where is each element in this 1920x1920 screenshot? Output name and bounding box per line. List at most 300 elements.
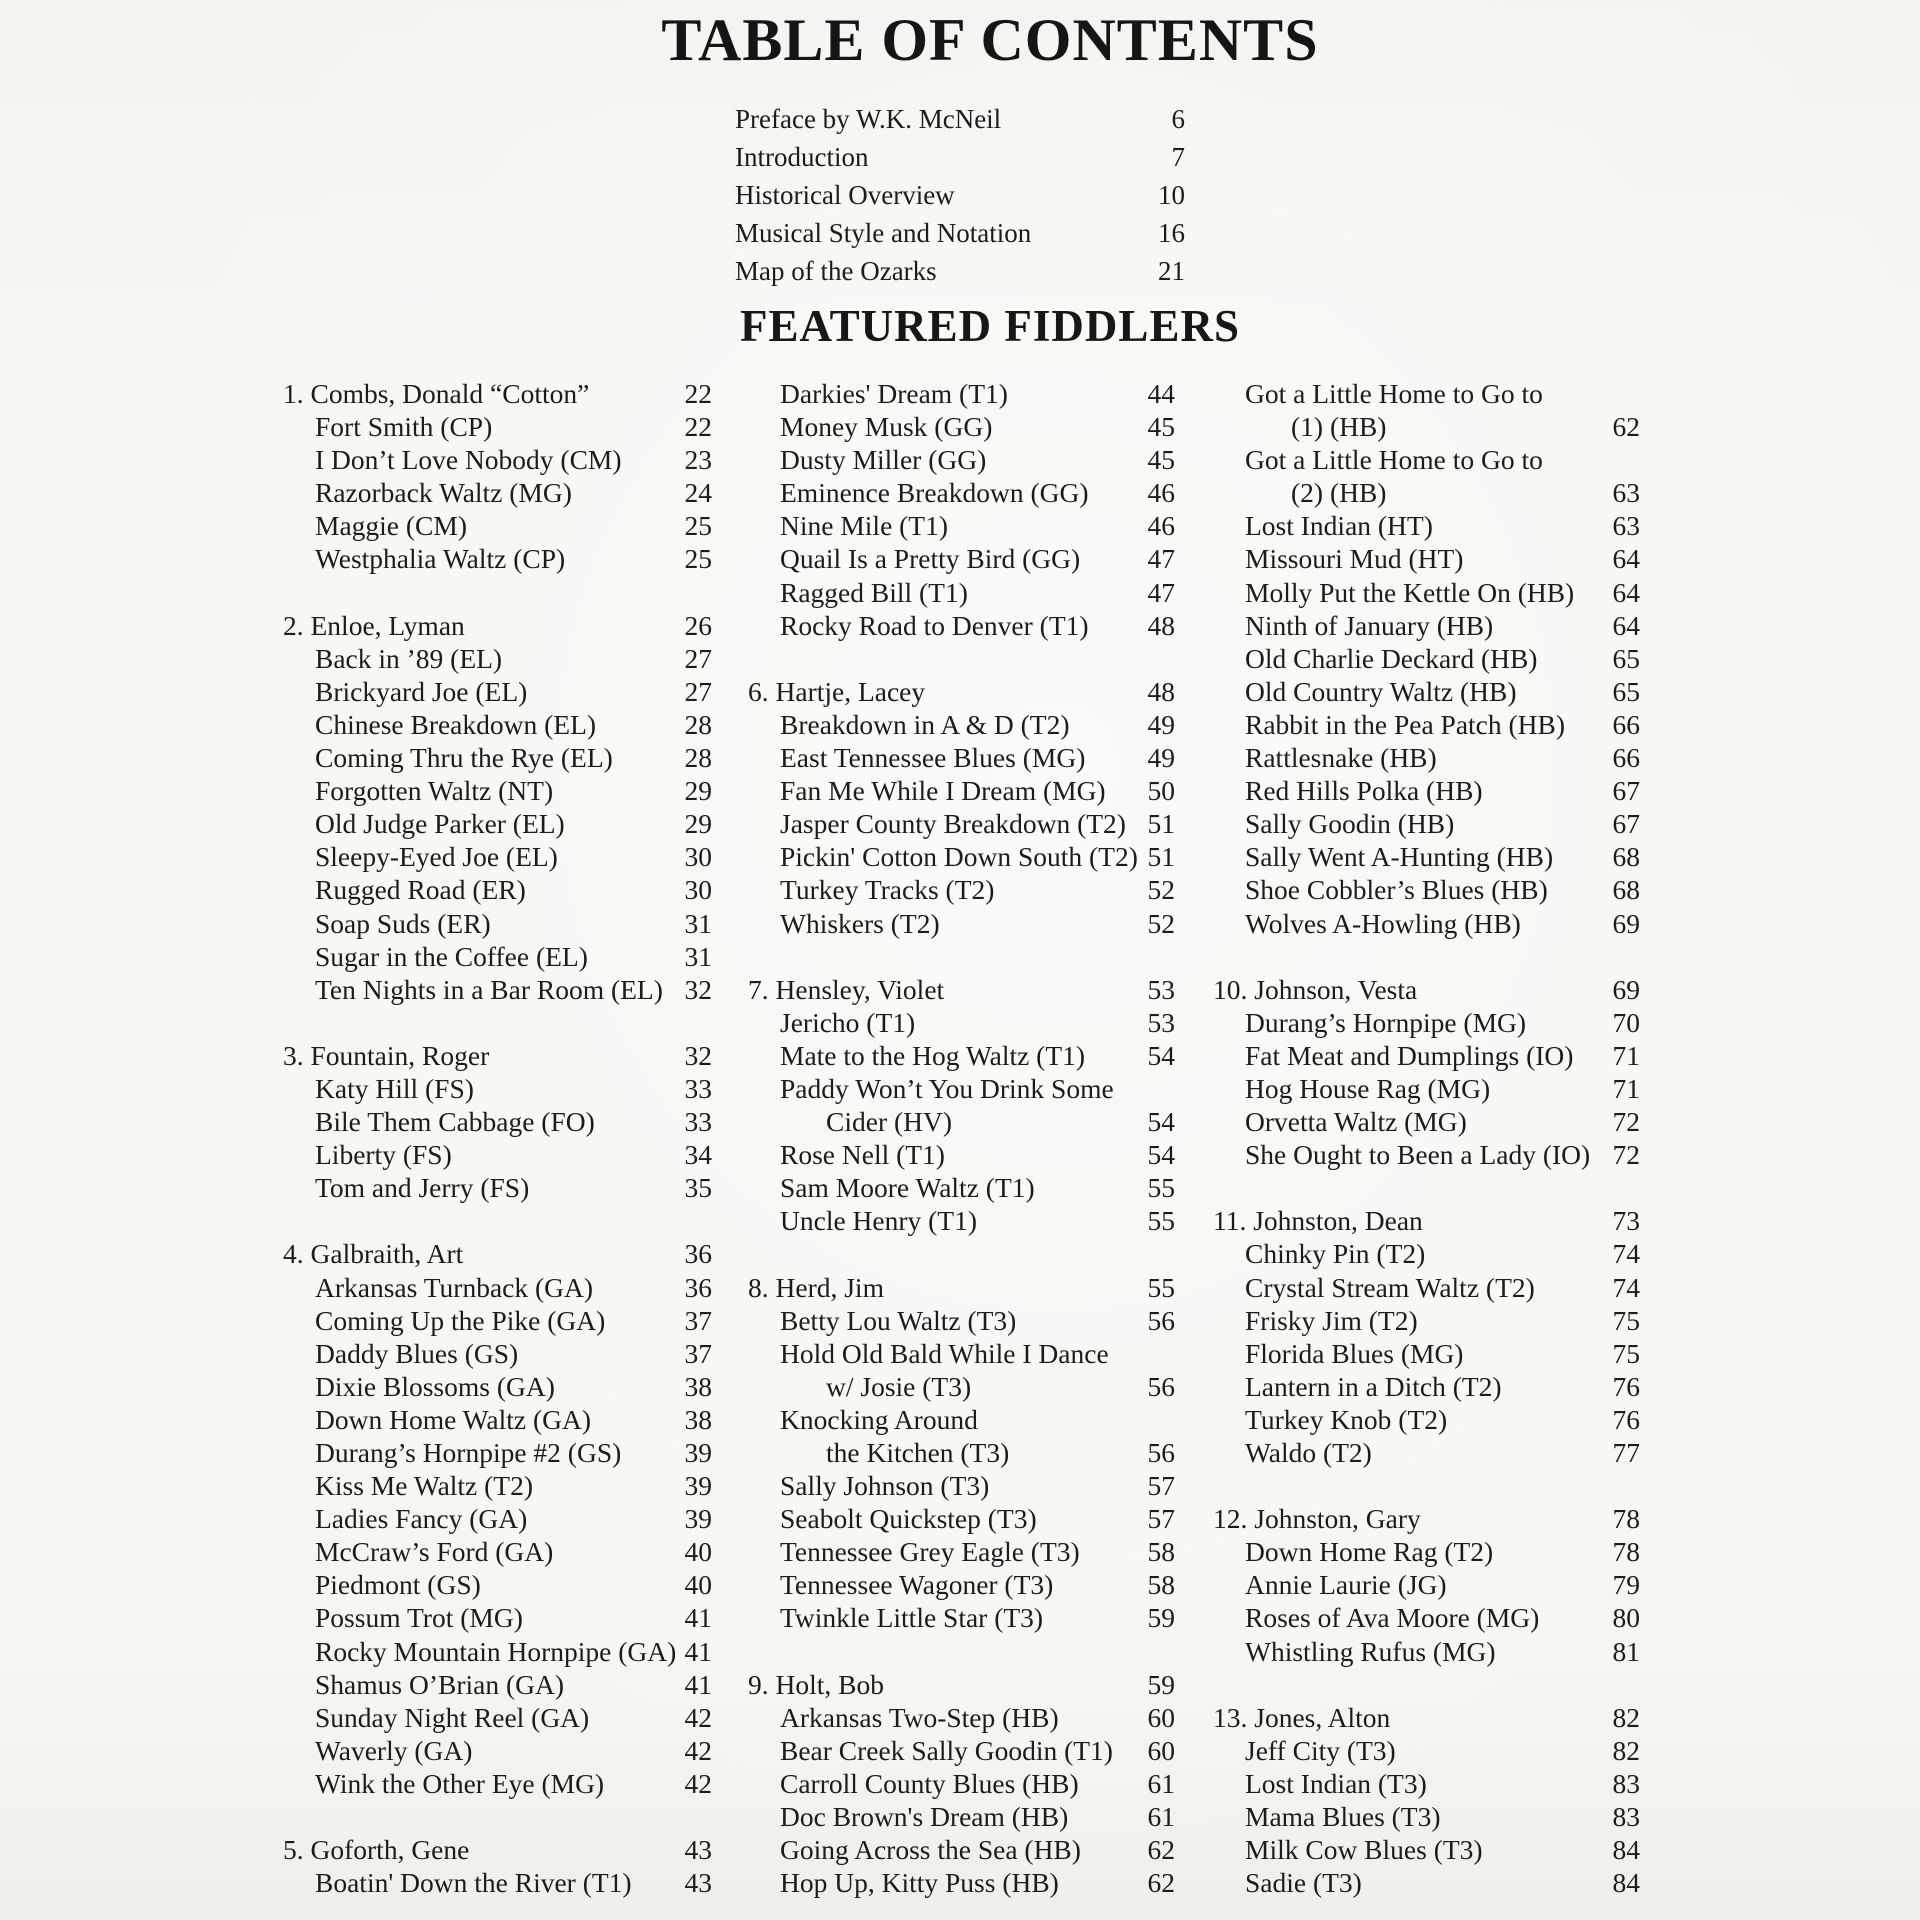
front-matter-list <box>735 100 1185 290</box>
fiddler-header-row <box>283 1039 712 1072</box>
tune-row <box>748 1006 1175 1039</box>
entry-page-number: 56 <box>1147 1370 1175 1402</box>
entry-page-number: 55 <box>1147 1172 1175 1204</box>
entry-title: Seabolt Quickstep (T3) <box>780 1503 1037 1535</box>
entry-title: Maggie (CM) <box>315 510 467 542</box>
tune-row <box>1213 1403 1640 1436</box>
entry-title: 2. Enloe, Lyman <box>283 609 465 641</box>
entry-title: Pickin' Cotton Down South (T2) <box>780 841 1138 873</box>
entry-title: Hold Old Bald While I Dance <box>780 1337 1109 1369</box>
entry-page-number: 62 <box>1147 1867 1175 1899</box>
entry-page-number: 41 <box>684 1635 712 1667</box>
entry-title: Ten Nights in a Bar Room (EL) <box>315 973 663 1005</box>
tune-continuation-row <box>1213 476 1640 509</box>
entry-page-number: 61 <box>1147 1801 1175 1833</box>
tune-row <box>748 542 1175 575</box>
tune-row <box>1213 576 1640 609</box>
tune-row <box>283 1767 712 1800</box>
entry-title: Going Across the Sea (HB) <box>780 1834 1081 1866</box>
tune-row <box>283 1271 712 1304</box>
entry-page-number: 62 <box>1147 1834 1175 1866</box>
entry-title: Milk Cow Blues (T3) <box>1245 1834 1483 1866</box>
tune-row <box>1213 1866 1640 1899</box>
entry-page-number: 73 <box>1612 1205 1640 1237</box>
entry-page-number: 36 <box>684 1238 712 1270</box>
entry-page-number: 27 <box>684 675 712 707</box>
entry-page-number: 40 <box>684 1569 712 1601</box>
entry-page-number: 54 <box>1147 1139 1175 1171</box>
entry-title: Durang’s Hornpipe (MG) <box>1245 1006 1527 1038</box>
entry-page-number: 7 <box>1171 142 1185 172</box>
entry-page-number: 52 <box>1147 907 1175 939</box>
entry-page-number: 61 <box>1147 1767 1175 1799</box>
entry-page-number: 55 <box>1147 1271 1175 1303</box>
fiddler-header-row <box>748 1668 1175 1701</box>
tune-row <box>748 377 1175 410</box>
entry-title: Fat Meat and Dumplings (IO) <box>1245 1039 1574 1071</box>
entry-title: Introduction <box>735 142 869 172</box>
tune-row <box>1213 1436 1640 1469</box>
entry-page-number: 45 <box>1147 444 1175 476</box>
entry-title: Red Hills Polka (HB) <box>1245 775 1483 807</box>
tune-row <box>283 410 712 443</box>
entry-title: Bear Creek Sally Goodin (T1) <box>780 1734 1113 1766</box>
tune-row <box>283 1535 712 1568</box>
entry-page-number: 82 <box>1612 1734 1640 1766</box>
tune-row <box>1213 807 1640 840</box>
front-matter-row <box>735 252 1185 290</box>
entry-page-number: 57 <box>1147 1503 1175 1535</box>
tune-row <box>748 1171 1175 1204</box>
tune-row <box>748 443 1175 476</box>
entry-title: Doc Brown's Dream (HB) <box>780 1801 1069 1833</box>
entry-page-number: 81 <box>1612 1635 1640 1667</box>
tune-row <box>1213 609 1640 642</box>
entry-title: Sam Moore Waltz (T1) <box>780 1172 1035 1204</box>
entry-page-number: 83 <box>1612 1801 1640 1833</box>
tune-row <box>283 476 712 509</box>
entry-page-number: 43 <box>684 1834 712 1866</box>
entry-title: Sally Goodin (HB) <box>1245 808 1455 840</box>
tune-row <box>748 476 1175 509</box>
entry-title: 1. Combs, Donald “Cotton” <box>283 378 590 409</box>
tune-row <box>283 1105 712 1138</box>
entry-title: Nine Mile (T1) <box>780 510 949 542</box>
tune-row <box>1213 1535 1640 1568</box>
front-matter-row <box>735 138 1185 176</box>
tune-row <box>748 1800 1175 1833</box>
entry-page-number: 44 <box>1147 378 1175 409</box>
entry-title: the Kitchen (T3) <box>826 1437 1010 1468</box>
entry-page-number: 58 <box>1147 1569 1175 1601</box>
entry-title: Arkansas Turnback (GA) <box>315 1271 594 1303</box>
entry-page-number: 42 <box>684 1767 712 1799</box>
spacer-row <box>1213 1171 1640 1204</box>
entry-page-number: 51 <box>1147 808 1175 840</box>
entry-page-number: 48 <box>1147 609 1175 641</box>
entry-title: Turkey Knob (T2) <box>1245 1403 1448 1435</box>
entry-title: Old Country Waltz (HB) <box>1245 675 1517 707</box>
entry-title: Coming Thru the Rye (EL) <box>315 742 613 774</box>
entry-title: Uncle Henry (T1) <box>780 1205 977 1237</box>
tune-row <box>748 807 1175 840</box>
entry-title: Ladies Fancy (GA) <box>315 1503 528 1535</box>
entry-title: Rabbit in the Pea Patch (HB) <box>1245 708 1566 740</box>
tune-row <box>283 907 712 940</box>
tune-row <box>748 1601 1175 1634</box>
tune-row <box>283 509 712 542</box>
entry-page-number: 59 <box>1147 1668 1175 1700</box>
entry-title: 11. Johnston, Dean <box>1213 1205 1423 1237</box>
tune-row <box>1213 1304 1640 1337</box>
entry-page-number: 84 <box>1612 1834 1640 1866</box>
entry-page-number: 46 <box>1147 477 1175 509</box>
entry-page-number: 37 <box>684 1337 712 1369</box>
tune-row <box>283 542 712 575</box>
entry-title: She Ought to Been a Lady (IO) <box>1245 1139 1591 1171</box>
entry-page-number: 28 <box>684 742 712 774</box>
tune-row <box>283 1601 712 1634</box>
tune-row <box>1213 1370 1640 1403</box>
spacer-row <box>1213 1668 1640 1701</box>
entry-page-number: 84 <box>1612 1867 1640 1899</box>
entry-title: Tennessee Grey Eagle (T3) <box>780 1536 1080 1568</box>
entry-page-number: 79 <box>1612 1569 1640 1601</box>
fiddler-header-row <box>283 1833 712 1866</box>
entry-title: Piedmont (GS) <box>315 1569 481 1601</box>
entry-title: w/ Josie (T3) <box>826 1370 972 1402</box>
tune-row <box>283 1568 712 1601</box>
entry-title: Jasper County Breakdown (T2) <box>780 808 1126 840</box>
tune-row <box>283 708 712 741</box>
entry-title: Florida Blues (MG) <box>1245 1337 1464 1369</box>
entry-title: Chinese Breakdown (EL) <box>315 708 597 740</box>
entry-title: (2) (HB) <box>1291 477 1387 509</box>
entry-title: 10. Johnson, Vesta <box>1213 973 1418 1005</box>
entry-page-number: 56 <box>1147 1437 1175 1468</box>
entry-page-number: 78 <box>1612 1503 1640 1535</box>
fiddler-header-row <box>1213 973 1640 1006</box>
entry-page-number: 72 <box>1612 1106 1640 1138</box>
entry-page-number: 40 <box>684 1536 712 1568</box>
tune-row <box>1213 1635 1640 1668</box>
entry-title: Jericho (T1) <box>780 1006 916 1038</box>
entry-title: Fan Me While I Dream (MG) <box>780 775 1106 807</box>
entry-page-number: 64 <box>1612 576 1640 608</box>
fiddler-header-row <box>748 675 1175 708</box>
tune-row <box>748 708 1175 741</box>
tune-row <box>748 741 1175 774</box>
fiddler-header-row <box>283 377 712 410</box>
front-matter-row <box>735 100 1185 138</box>
entry-title: 5. Goforth, Gene <box>283 1834 470 1866</box>
toc-column-1 <box>283 377 712 1899</box>
entry-page-number: 54 <box>1147 1106 1175 1138</box>
entry-page-number: 32 <box>684 973 712 1005</box>
entry-page-number: 33 <box>684 1106 712 1138</box>
tune-row <box>748 1833 1175 1866</box>
entry-title: Down Home Rag (T2) <box>1245 1536 1494 1568</box>
entry-title: Westphalia Waltz (CP) <box>315 543 566 575</box>
spacer-row <box>1213 940 1640 973</box>
entry-title: Whistling Rufus (MG) <box>1245 1635 1496 1667</box>
entry-title: Rocky Mountain Hornpipe (GA) <box>315 1635 677 1667</box>
entry-title: Fort Smith (CP) <box>315 411 493 443</box>
tune-row <box>1213 1734 1640 1767</box>
tune-row <box>283 1734 712 1767</box>
entry-title: Whiskers (T2) <box>780 907 940 939</box>
entry-page-number: 39 <box>684 1470 712 1502</box>
entry-title: 6. Hartje, Lacey <box>748 675 926 707</box>
entry-page-number: 71 <box>1612 1072 1640 1104</box>
entry-title: Lost Indian (T3) <box>1245 1767 1427 1799</box>
tune-row <box>283 873 712 906</box>
entry-page-number: 57 <box>1147 1470 1175 1502</box>
entry-title: Rugged Road (ER) <box>315 874 526 906</box>
tune-row <box>283 1635 712 1668</box>
entry-page-number: 39 <box>684 1437 712 1468</box>
entry-page-number: 67 <box>1612 775 1640 807</box>
tune-row <box>283 443 712 476</box>
tune-row <box>283 940 712 973</box>
tune-row <box>1213 1105 1640 1138</box>
entry-title: I Don’t Love Nobody (CM) <box>315 444 622 476</box>
entry-title: Darkies' Dream (T1) <box>780 378 1008 409</box>
entry-title: Razorback Waltz (MG) <box>315 477 572 509</box>
entry-page-number: 69 <box>1612 907 1640 939</box>
tune-row <box>748 774 1175 807</box>
entry-title: Eminence Breakdown (GG) <box>780 477 1089 509</box>
tune-row <box>1213 1237 1640 1270</box>
tune-row <box>748 1866 1175 1899</box>
entry-page-number: 39 <box>684 1503 712 1535</box>
front-matter-row <box>735 214 1185 252</box>
entry-page-number: 65 <box>1612 675 1640 707</box>
entry-title: Jeff City (T3) <box>1245 1734 1396 1766</box>
entry-page-number: 48 <box>1147 675 1175 707</box>
tune-row <box>283 807 712 840</box>
tune-row <box>283 741 712 774</box>
entry-title: 12. Johnston, Gary <box>1213 1503 1421 1535</box>
tune-row <box>1213 840 1640 873</box>
entry-page-number: 41 <box>684 1668 712 1700</box>
entry-title: Brickyard Joe (EL) <box>315 675 528 707</box>
tune-row <box>1213 1006 1640 1039</box>
spacer-row <box>283 1006 712 1039</box>
entry-title: Ragged Bill (T1) <box>780 576 968 608</box>
spacer-row <box>283 1800 712 1833</box>
entry-title: Rose Nell (T1) <box>780 1139 945 1171</box>
entry-page-number: 70 <box>1612 1006 1640 1038</box>
entry-title: Old Charlie Deckard (HB) <box>1245 642 1538 674</box>
entry-title: Waldo (T2) <box>1245 1437 1372 1468</box>
spacer-row <box>748 642 1175 675</box>
entry-title: Twinkle Little Star (T3) <box>780 1602 1044 1634</box>
entry-title: Katy Hill (FS) <box>315 1072 474 1104</box>
entry-title: Missouri Mud (HT) <box>1245 543 1464 575</box>
entry-page-number: 37 <box>684 1304 712 1336</box>
entry-title: Sugar in the Coffee (EL) <box>315 940 588 972</box>
tune-row <box>748 840 1175 873</box>
tune-continuation-row <box>748 1370 1175 1403</box>
entry-page-number: 31 <box>684 940 712 972</box>
entry-page-number: 22 <box>684 411 712 443</box>
tune-row <box>1213 542 1640 575</box>
entry-page-number: 34 <box>684 1139 712 1171</box>
entry-page-number: 42 <box>684 1701 712 1733</box>
entry-title: Hop Up, Kitty Puss (HB) <box>780 1867 1059 1899</box>
entry-page-number: 69 <box>1612 973 1640 1005</box>
tune-row <box>748 576 1175 609</box>
tune-row <box>1213 1271 1640 1304</box>
tune-row <box>1213 708 1640 741</box>
tune-row <box>748 1502 1175 1535</box>
fiddler-header-row <box>748 1271 1175 1304</box>
entry-title: Molly Put the Kettle On (HB) <box>1245 576 1575 608</box>
tune-row <box>1213 1337 1640 1370</box>
spacer-row <box>748 1635 1175 1668</box>
entry-page-number: 41 <box>684 1602 712 1634</box>
entry-title: Shamus O’Brian (GA) <box>315 1668 564 1700</box>
spacer-row <box>1213 1469 1640 1502</box>
tune-row <box>748 907 1175 940</box>
tune-row <box>748 1535 1175 1568</box>
entry-title: Lost Indian (HT) <box>1245 510 1433 542</box>
entry-title: 4. Galbraith, Art <box>283 1238 464 1270</box>
entry-title: Soap Suds (ER) <box>315 907 491 939</box>
entry-page-number: 30 <box>684 874 712 906</box>
entry-page-number: 74 <box>1612 1271 1640 1303</box>
tune-row <box>1213 907 1640 940</box>
front-matter-row <box>735 176 1185 214</box>
tune-row <box>1213 1138 1640 1171</box>
tune-row <box>1213 1800 1640 1833</box>
entry-page-number: 23 <box>684 444 712 476</box>
toc-column-3 <box>1213 377 1640 1899</box>
entry-title: Lantern in a Ditch (T2) <box>1245 1370 1502 1402</box>
entry-title: Map of the Ozarks <box>735 256 937 286</box>
entry-page-number: 83 <box>1612 1767 1640 1799</box>
entry-page-number: 55 <box>1147 1205 1175 1237</box>
entry-page-number: 66 <box>1612 708 1640 740</box>
tune-row <box>283 1171 712 1204</box>
tune-row <box>283 973 712 1006</box>
spacer-row <box>283 1204 712 1237</box>
entry-title: Got a Little Home to Go to <box>1245 378 1543 409</box>
entry-title: Possum Trot (MG) <box>315 1602 523 1634</box>
fiddler-header-row <box>748 973 1175 1006</box>
entry-title: Sally Johnson (T3) <box>780 1470 990 1502</box>
entry-page-number: 42 <box>684 1734 712 1766</box>
entry-page-number: 54 <box>1147 1039 1175 1071</box>
entry-title: Quail Is a Pretty Bird (GG) <box>780 543 1081 575</box>
fiddler-header-row <box>1213 1502 1640 1535</box>
entry-title: Arkansas Two-Step (HB) <box>780 1701 1059 1733</box>
entry-page-number: 43 <box>684 1867 712 1899</box>
tune-row <box>748 1469 1175 1502</box>
entry-title: 8. Herd, Jim <box>748 1271 884 1303</box>
entry-title: Paddy Won’t You Drink Some <box>780 1072 1114 1104</box>
tune-row <box>283 1138 712 1171</box>
entry-page-number: 59 <box>1147 1602 1175 1634</box>
entry-title: Musical Style and Notation <box>735 218 1032 248</box>
entry-title: Tom and Jerry (FS) <box>315 1172 530 1204</box>
entry-page-number: 58 <box>1147 1536 1175 1568</box>
tune-row <box>748 609 1175 642</box>
entry-page-number: 80 <box>1612 1602 1640 1634</box>
tune-row <box>748 1204 1175 1237</box>
entry-title: Carroll County Blues (HB) <box>780 1767 1079 1799</box>
entry-title: Sleepy-Eyed Joe (EL) <box>315 841 558 873</box>
entry-page-number: 64 <box>1612 543 1640 575</box>
tune-row <box>283 1304 712 1337</box>
fiddler-header-row <box>283 609 712 642</box>
entry-title: Annie Laurie (JG) <box>1245 1569 1447 1601</box>
entry-title: Sadie (T3) <box>1245 1867 1362 1899</box>
entry-title: (1) (HB) <box>1291 411 1387 443</box>
entry-title: Crystal Stream Waltz (T2) <box>1245 1271 1535 1303</box>
entry-page-number: 75 <box>1612 1304 1640 1336</box>
entry-title: Coming Up the Pike (GA) <box>315 1304 606 1336</box>
tune-row <box>1213 873 1640 906</box>
tune-row <box>748 1039 1175 1072</box>
page-title: TABLE OF CONTENTS <box>661 7 1319 73</box>
tune-row <box>1213 1767 1640 1800</box>
entry-page-number: 67 <box>1612 808 1640 840</box>
entry-title: Durang’s Hornpipe #2 (GS) <box>315 1437 622 1468</box>
tune-row <box>1213 377 1640 410</box>
tune-row <box>1213 741 1640 774</box>
entry-page-number: 24 <box>684 477 712 509</box>
tune-row <box>1213 443 1640 476</box>
entry-title: Forgotten Waltz (NT) <box>315 775 554 807</box>
tune-row <box>283 1866 712 1899</box>
entry-page-number: 38 <box>684 1403 712 1435</box>
entry-page-number: 65 <box>1612 642 1640 674</box>
entry-page-number: 25 <box>684 510 712 542</box>
entry-title: Bile Them Cabbage (FO) <box>315 1106 595 1138</box>
tune-row <box>1213 1601 1640 1634</box>
tune-row <box>1213 1072 1640 1105</box>
tune-row <box>283 642 712 675</box>
tune-row <box>1213 642 1640 675</box>
entry-title: Back in ’89 (EL) <box>315 642 503 674</box>
tune-continuation-row <box>748 1436 1175 1469</box>
entry-page-number: 29 <box>684 808 712 840</box>
entry-page-number: 74 <box>1612 1238 1640 1270</box>
entry-title: Frisky Jim (T2) <box>1245 1304 1418 1336</box>
entry-title: Rocky Road to Denver (T1) <box>780 609 1089 641</box>
fiddler-header-row <box>283 1237 712 1270</box>
tune-row <box>748 1701 1175 1734</box>
entry-title: Tennessee Wagoner (T3) <box>780 1569 1054 1601</box>
tune-row <box>748 1072 1175 1105</box>
section-heading: FEATURED FIDDLERS <box>740 301 1240 351</box>
tune-row <box>283 1337 712 1370</box>
tune-row <box>283 1469 712 1502</box>
entry-title: Ninth of January (HB) <box>1245 609 1494 641</box>
entry-title: Betty Lou Waltz (T3) <box>780 1304 1017 1336</box>
tune-row <box>283 675 712 708</box>
entry-title: Liberty (FS) <box>315 1139 452 1171</box>
entry-page-number: 46 <box>1147 510 1175 542</box>
entry-page-number: 82 <box>1612 1701 1640 1733</box>
fiddler-header-row <box>1213 1204 1640 1237</box>
tune-row <box>1213 1039 1640 1072</box>
entry-page-number: 71 <box>1612 1039 1640 1071</box>
entry-title: Daddy Blues (GS) <box>315 1337 519 1369</box>
entry-title: Mama Blues (T3) <box>1245 1801 1441 1833</box>
